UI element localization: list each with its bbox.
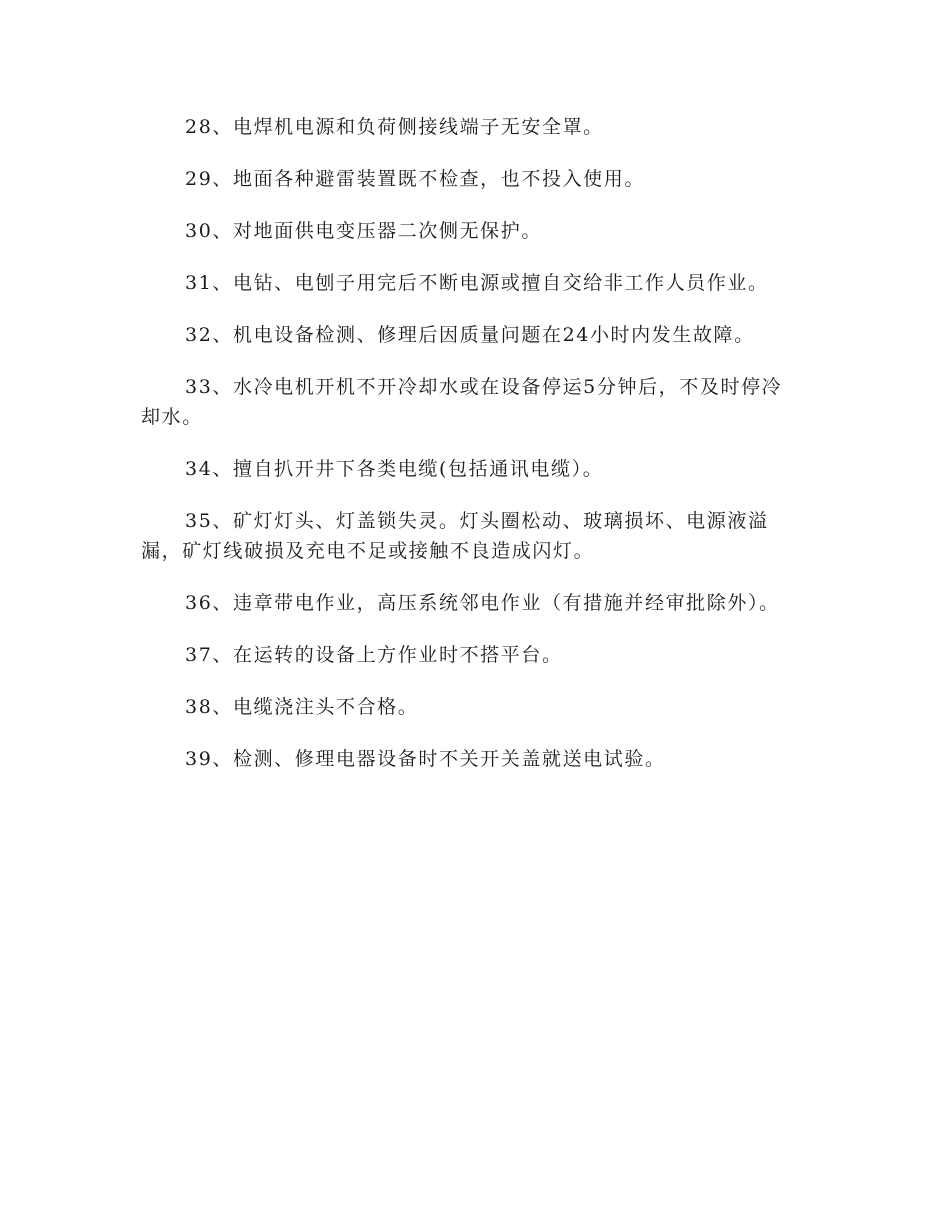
list-item-35: 35、矿灯灯头、灯盖锁失灵。灯头圈松动、玻璃损坏、电源液溢漏，矿灯线破损及充电不足或接触不良造成闪灯。 [141, 510, 769, 562]
list-item-32: 32、机电设备检测、修理后因质量问题在24小时内发生故障。 [185, 324, 755, 346]
list-item-39: 39、检测、修理电器设备时不关开关盖就送电试验。 [185, 748, 666, 770]
list-item-29: 29、地面各种避雷装置既不检查，也不投入使用。 [185, 168, 645, 190]
list-item-31: 31、电钻、电刨子用完后不断电源或擅自交给非工作人员作业。 [185, 272, 769, 294]
list-item-38: 38、电缆浇注头不合格。 [185, 696, 419, 718]
document-body [141, 112, 801, 796]
list-item-33: 33、水冷电机开机不开冷却水或在设备停运5分钟后，不及时停冷却水。 [141, 376, 783, 428]
list-item-34: 34、擅自扒开井下各类电缆(包括通讯电缆）。 [185, 458, 604, 480]
list-item-37: 37、在运转的设备上方作业时不搭平台。 [185, 644, 563, 666]
list-item-36: 36、违章带电作业，高压系统邻电作业（有措施并经审批除外）。 [185, 592, 780, 614]
list-item-30: 30、对地面供电变压器二次侧无保护。 [185, 220, 542, 242]
list-item-28: 28、电焊机电源和负荷侧接线端子无安全罩。 [185, 116, 604, 138]
